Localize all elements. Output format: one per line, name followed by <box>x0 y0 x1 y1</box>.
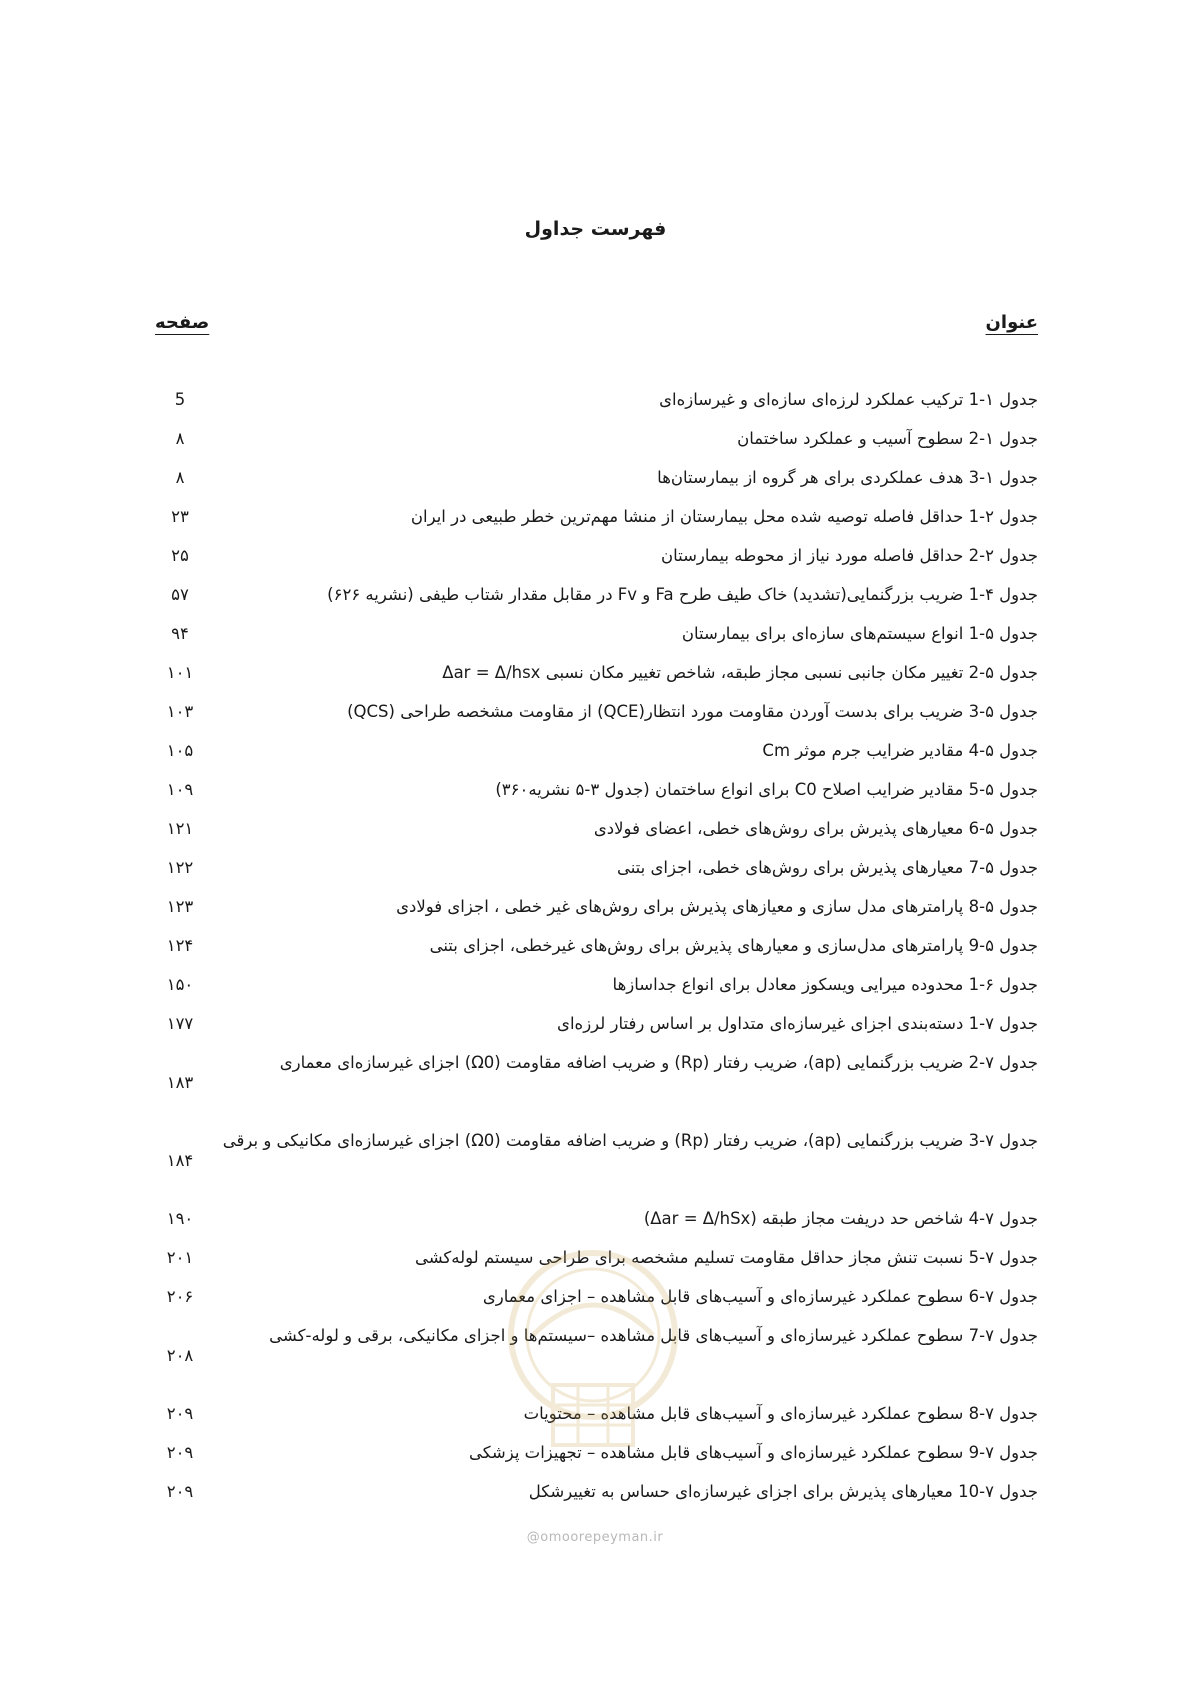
toc-entry-title: جدول ۷-8 سطوح عملکرد غیرسازه‌ای و آسیب‌های قابل مشاهده – محتویات <box>523 1404 1038 1423</box>
toc-row <box>0 848 1191 887</box>
toc-entry-title: جدول ۷-4 شاخص حد دریفت مجاز طبقه (Δar = Δ/hSx) <box>643 1209 1038 1228</box>
page-title: فهرست جداول <box>524 218 667 240</box>
toc-row <box>0 1043 1191 1121</box>
toc-entry-title: جدول ۵-9 پارامترهای مدل‌سازی و معیارهای پذیرش برای روش‌های غیرخطی، اجزای بتنی <box>429 936 1038 955</box>
toc-row <box>0 614 1191 653</box>
toc-entry-page: ۱۲۲ <box>166 858 194 877</box>
toc-entry-page: ۱۰۳ <box>166 702 194 721</box>
toc-entry-title: جدول ۲-1 حداقل فاصله توصیه شده محل بیمارستان از منشا مهم‌ترین خطر طبیعی در ایران <box>410 507 1038 526</box>
toc-entry-page: ۱۸۳ <box>166 1073 194 1092</box>
toc-row <box>0 809 1191 848</box>
toc-entry-page: ۸ <box>175 468 185 487</box>
toc-entry-page: ۱۰۱ <box>166 663 194 682</box>
toc-entry-title: جدول ۷-10 معیارهای پذیرش برای اجزای غیرسازه‌ای حساس به تغییرشکل <box>528 1482 1038 1501</box>
toc-entry-title: جدول ۷-5 نسبت تنش مجاز حداقل مقاومت تسلیم مشخصه برای طراحی سیستم لوله‌کشی <box>414 1248 1038 1267</box>
toc-entry-page: ۲۰۸ <box>166 1346 194 1365</box>
toc-entry-page: ۱۵۰ <box>166 975 194 994</box>
toc-entry-title: جدول ۱-3 هدف عملکردی برای هر گروه از بیمارستان‌ها <box>657 468 1038 487</box>
toc-entry-page: ۱۰۵ <box>166 741 194 760</box>
column-header-page: صفحه <box>155 312 210 333</box>
toc-row <box>0 1004 1191 1043</box>
toc-entry-title: جدول ۱-2 سطوح آسیب و عملکرد ساختمان <box>737 429 1038 448</box>
toc-row <box>0 926 1191 965</box>
toc-entry-title: جدول ۵-4 مقادیر ضرایب جرم موثر Cm <box>762 741 1038 760</box>
toc-entry-title: جدول ۱-1 ترکیب عملکرد لرزه‌ای سازه‌ای و غیرسازه‌ای <box>659 390 1038 409</box>
toc-row <box>0 731 1191 770</box>
toc-entry-title: جدول ۶-1 محدوده میرایی ویسکوز معادل برای انواع جداسازها <box>612 975 1038 994</box>
toc-row <box>0 1121 1191 1199</box>
toc-row <box>0 653 1191 692</box>
toc-row <box>0 536 1191 575</box>
toc-row <box>0 458 1191 497</box>
watermark-logo-icon <box>493 1235 693 1485</box>
toc-entry-title: جدول ۷-6 سطوح عملکرد غیرسازه‌ای و آسیب‌های قابل مشاهده – اجزای معماری <box>482 1287 1038 1306</box>
toc-row <box>0 692 1191 731</box>
toc-entry-page: ۲۰۶ <box>166 1287 194 1306</box>
toc-entry-title: جدول ۷-1 دسته‌بندی اجزای غیرسازه‌ای متداول بر اساس رفتار لرزه‌ای <box>557 1014 1038 1033</box>
toc-entry-page: ۲۰۹ <box>166 1404 194 1423</box>
toc-entry-page: ۸ <box>175 429 185 448</box>
toc-entry-page: ۲۵ <box>171 546 189 565</box>
toc-entry-page: ۱۸۴ <box>166 1151 194 1170</box>
toc-entry-page: ۵۷ <box>171 585 189 604</box>
toc-row <box>0 380 1191 419</box>
toc-entry-title: جدول ۷-3 ضریب بزرگنمایی (ap)، ضریب رفتار (Rp) و ضریب اضافه مقاومت (Ω0) اجزای غیرسازه‌ای مکانیکی و برقی <box>222 1131 1038 1150</box>
toc-entry-page: 5 <box>174 390 186 409</box>
toc-entry-page: ۱۷۷ <box>166 1014 194 1033</box>
toc-row <box>0 965 1191 1004</box>
toc-entry-page: ۲۰۱ <box>166 1248 194 1267</box>
toc-entry-title: جدول ۷-7 سطوح عملکرد غیرسازه‌ای و آسیب‌های قابل مشاهده –سیستم‌ها و اجزای مکانیکی، برقی و لوله-کشی <box>269 1326 1038 1345</box>
toc-entry-page: ۲۳ <box>171 507 189 526</box>
toc-entry-page: ۱۲۴ <box>166 936 194 955</box>
toc-entry-title: جدول ۵-1 انواع سیستم‌های سازه‌ای برای بیمارستان <box>681 624 1038 643</box>
toc-row <box>0 419 1191 458</box>
toc-row <box>0 770 1191 809</box>
toc-entry-title: جدول ۵-6 معیارهای پذیرش برای روش‌های خطی، اعضای فولادی <box>593 819 1038 838</box>
toc-row <box>0 497 1191 536</box>
toc-entry-title: جدول ۵-3 ضریب برای بدست آوردن مقاومت مورد انتظار(QCE) از مقاومت مشخصه طراحی (QCS) <box>347 702 1038 721</box>
toc-entry-title: جدول ۵-7 معیارهای پذیرش برای روش‌های خطی، اجزای بتنی <box>616 858 1038 877</box>
watermark-site: @omoorepeyman.ir <box>526 1530 664 1545</box>
toc-entry-page: ۱۲۳ <box>166 897 194 916</box>
toc-entry-page: ۹۴ <box>171 624 189 643</box>
toc-entry-page: ۱۹۰ <box>166 1209 194 1228</box>
toc-row <box>0 1199 1191 1238</box>
toc-entry-title: جدول ۵-2 تغییر مکان جانبی نسبی مجاز طبقه، شاخص تغییر مکان نسبی Δar = Δ/hsx <box>442 663 1038 682</box>
toc-entry-title: جدول ۲-2 حداقل فاصله مورد نیاز از محوطه بیمارستان <box>660 546 1038 565</box>
toc-entry-page: ۲۰۹ <box>166 1482 194 1501</box>
toc-row <box>0 887 1191 926</box>
toc-entry-page: ۱۰۹ <box>166 780 194 799</box>
toc-entry-title: جدول ۷-2 ضریب بزرگنمایی (ap)، ضریب رفتار (Rp) و ضریب اضافه مقاومت (Ω0) اجزای غیرسازه‌ای معماری <box>279 1053 1038 1072</box>
toc-entry-title: جدول ۵-8 پارامترهای مدل سازی و معیازهای پذیرش برای روش‌های غیر خطی ، اجزای فولادی <box>396 897 1038 916</box>
toc-entry-title: جدول ۴-1 ضریب بزرگنمایی(تشدید) خاک طیف طرح Fa و Fv در مقابل مقدار شتاب طیفی (نشریه ۶۲۶) <box>327 585 1038 604</box>
toc-entry-title: جدول ۷-9 سطوح عملکرد غیرسازه‌ای و آسیب‌های قابل مشاهده – تجهیزات پزشکی <box>469 1443 1038 1462</box>
toc-entry-page: ۱۲۱ <box>166 819 194 838</box>
toc-entry-title: جدول ۵-5 مقادیر ضرایب اصلاح C0 برای انواع ساختمان (جدول ۳-۵ نشریه۳۶۰) <box>495 780 1038 799</box>
toc-entry-page: ۲۰۹ <box>166 1443 194 1462</box>
toc-row <box>0 575 1191 614</box>
column-header-title: عنوان <box>985 312 1038 333</box>
